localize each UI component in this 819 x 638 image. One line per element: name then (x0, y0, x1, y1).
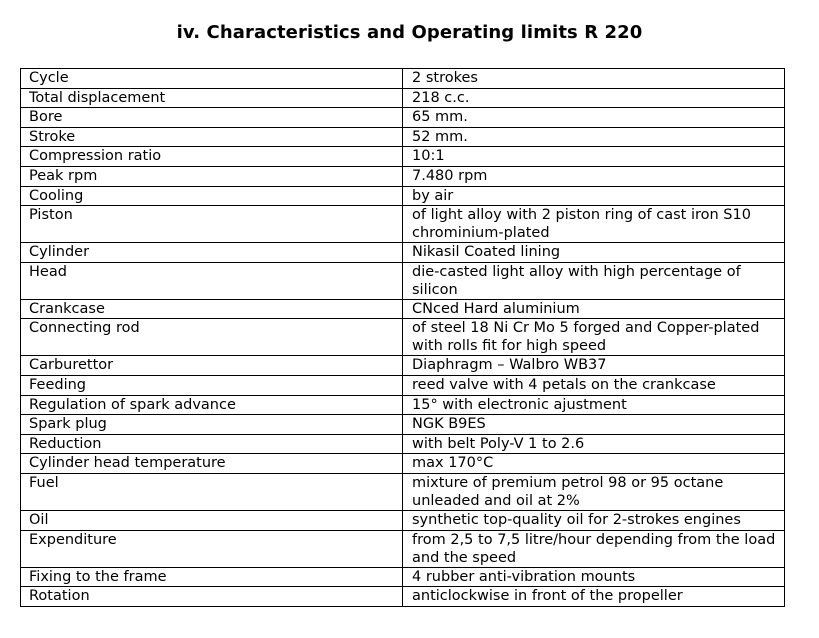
table-row (21, 567, 785, 587)
row-label: Piston (21, 206, 403, 243)
row-label: Compression ratio (21, 147, 403, 167)
table-row (21, 166, 785, 186)
row-label: Bore (21, 108, 403, 128)
row-value: 4 rubber anti-vibration mounts (403, 567, 785, 587)
row-value: synthetic top-quality oil for 2-strokes engines (403, 510, 785, 530)
table-row (21, 415, 785, 435)
row-label: Total displacement (21, 88, 403, 108)
row-value: 10:1 (403, 147, 785, 167)
row-value: Diaphragm – Walbro WB37 (403, 356, 785, 376)
row-value: Nikasil Coated lining (403, 243, 785, 263)
row-value: 7.480 rpm (403, 166, 785, 186)
row-label: Fixing to the frame (21, 567, 403, 587)
row-label: Cylinder (21, 243, 403, 263)
table-row (21, 147, 785, 167)
row-label: Reduction (21, 434, 403, 454)
table-row (21, 262, 785, 299)
row-label: Expenditure (21, 530, 403, 567)
table-row (21, 88, 785, 108)
table-row (21, 108, 785, 128)
table-row (21, 395, 785, 415)
row-value: 65 mm. (403, 108, 785, 128)
table-row (21, 510, 785, 530)
row-label: Oil (21, 510, 403, 530)
row-value: mixture of premium petrol 98 or 95 octane unleaded and oil at 2% (403, 473, 785, 510)
row-value: of steel 18 Ni Cr Mo 5 forged and Copper-plated with rolls fit for high speed (403, 319, 785, 356)
row-value: die-casted light alloy with high percentage of silicon (403, 262, 785, 299)
characteristics-table (20, 68, 785, 607)
table-row (21, 243, 785, 263)
row-value: with belt Poly-V 1 to 2.6 (403, 434, 785, 454)
row-value: 52 mm. (403, 127, 785, 147)
row-value: by air (403, 186, 785, 206)
row-label: Cylinder head temperature (21, 454, 403, 474)
row-label: Cooling (21, 186, 403, 206)
table-row (21, 356, 785, 376)
table-row (21, 473, 785, 510)
row-value: reed valve with 4 petals on the crankcase (403, 375, 785, 395)
table-row (21, 206, 785, 243)
row-label: Rotation (21, 587, 403, 607)
row-value: CNced Hard aluminium (403, 299, 785, 319)
row-value: of light alloy with 2 piston ring of cast iron S10 chrominium-plated (403, 206, 785, 243)
table-row (21, 375, 785, 395)
row-label: Stroke (21, 127, 403, 147)
row-label: Peak rpm (21, 166, 403, 186)
row-label: Spark plug (21, 415, 403, 435)
section-title: iv. Characteristics and Operating limits R 220 (176, 22, 643, 43)
table-row (21, 186, 785, 206)
table-row (21, 434, 785, 454)
row-label: Connecting rod (21, 319, 403, 356)
row-value: 15° with electronic ajustment (403, 395, 785, 415)
row-value: 218 c.c. (403, 88, 785, 108)
row-value: NGK B9ES (403, 415, 785, 435)
row-label: Crankcase (21, 299, 403, 319)
row-label: Head (21, 262, 403, 299)
row-value: max 170°C (403, 454, 785, 474)
row-label: Cycle (21, 69, 403, 89)
table-row (21, 69, 785, 89)
row-value: anticlockwise in front of the propeller (403, 587, 785, 607)
row-label: Feeding (21, 375, 403, 395)
table-row (21, 127, 785, 147)
row-label: Fuel (21, 473, 403, 510)
row-value: 2 strokes (403, 69, 785, 89)
table-row (21, 530, 785, 567)
table-row (21, 319, 785, 356)
row-label: Carburettor (21, 356, 403, 376)
table-row (21, 454, 785, 474)
row-label: Regulation of spark advance (21, 395, 403, 415)
table-row (21, 299, 785, 319)
table-row (21, 587, 785, 607)
row-value: from 2,5 to 7,5 litre/hour depending from the load and the speed (403, 530, 785, 567)
